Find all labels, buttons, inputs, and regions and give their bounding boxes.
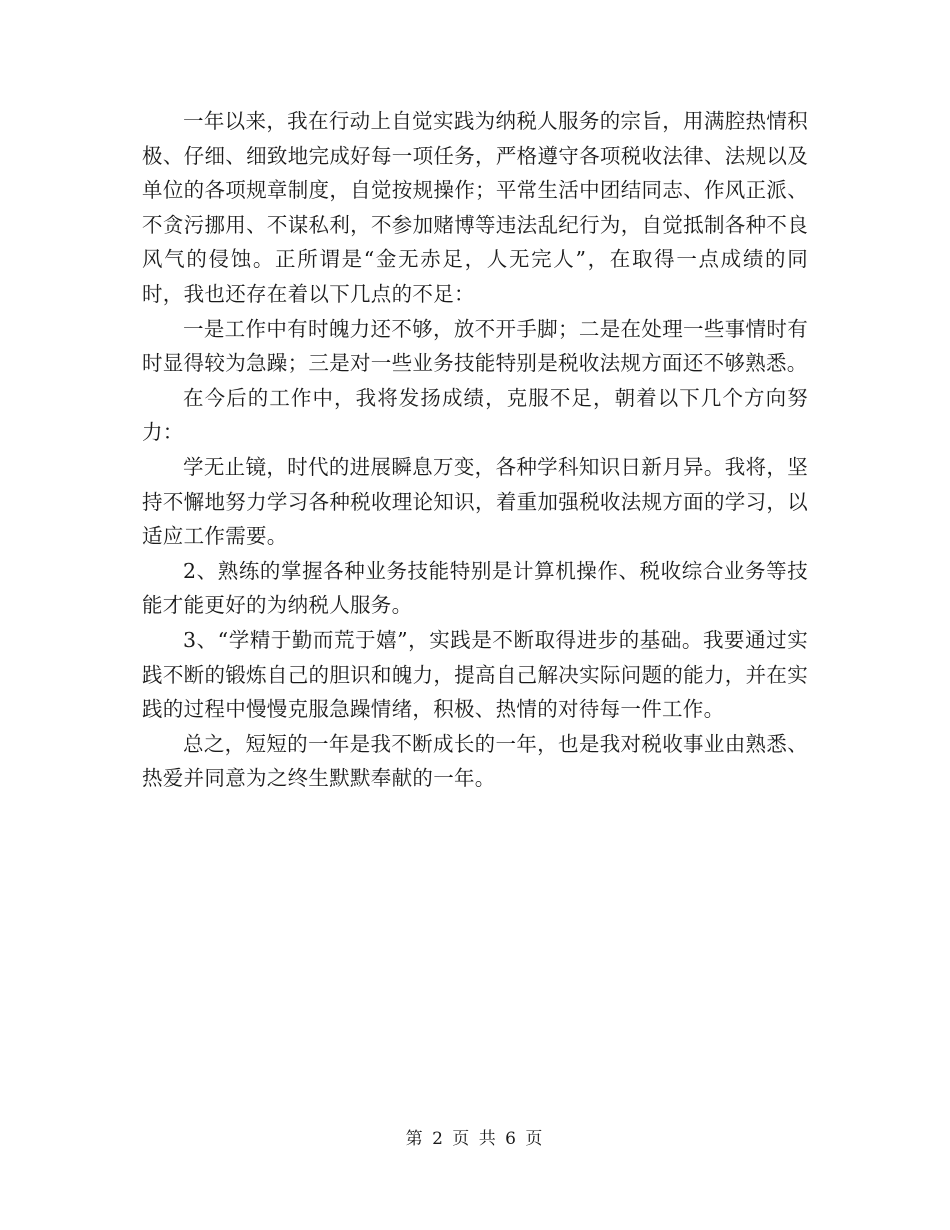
- paragraph-2: 一是工作中有时魄力还不够，放不开手脚；二是在处理一些事情时有时显得较为急躁；三是对一些业务技能特别是税收法规方面还不够熟悉。: [142, 316, 808, 376]
- paragraph-7: 总之，短短的一年是我不断成长的一年，也是我对税收事业由熟悉、热爱并同意为之终生默默奉献的一年。: [142, 731, 808, 791]
- paragraph-6: 3、“学精于勤而荒于嬉”，实践是不断取得进步的基础。我要通过实践不断的锻炼自己的胆识和魄力，提高自己解决实际问题的能力，并在实践的过程中慢慢克服急躁情绪，积极、热情的对待每一件工作。: [142, 627, 808, 722]
- paragraph-1: 一年以来，我在行动上自觉实践为纳税人服务的宗旨，用满腔热情积极、仔细、细致地完成好每一项任务，严格遵守各项税收法律、法规以及单位的各项规章制度，自觉按规操作；平常生活中团结同志、作风正派、不贪污挪用、不谋私利，不参加赌博等违法乱纪行为，自觉抵制各种不良风气的侵蚀。正所谓是“金无赤足，人无完人”，在取得一点成绩的同时，我也还存在着以下几点的不足：: [142, 109, 808, 306]
- page-number-footer: 第 2 页 共 6 页: [405, 1129, 545, 1149]
- paragraph-3: 在今后的工作中，我将发扬成绩，克服不足，朝着以下几个方向努力：: [142, 385, 808, 445]
- paragraph-5: 2、熟练的掌握各种业务技能特别是计算机操作、税收综合业务等技能才能更好的为纳税人服务。: [142, 558, 808, 618]
- document-body: [142, 104, 808, 796]
- paragraph-4: 学无止镜，时代的进展瞬息万变，各种学科知识日新月异。我将，坚持不懈地努力学习各种税收理论知识，着重加强税收法规方面的学习，以适应工作需要。: [142, 454, 808, 549]
